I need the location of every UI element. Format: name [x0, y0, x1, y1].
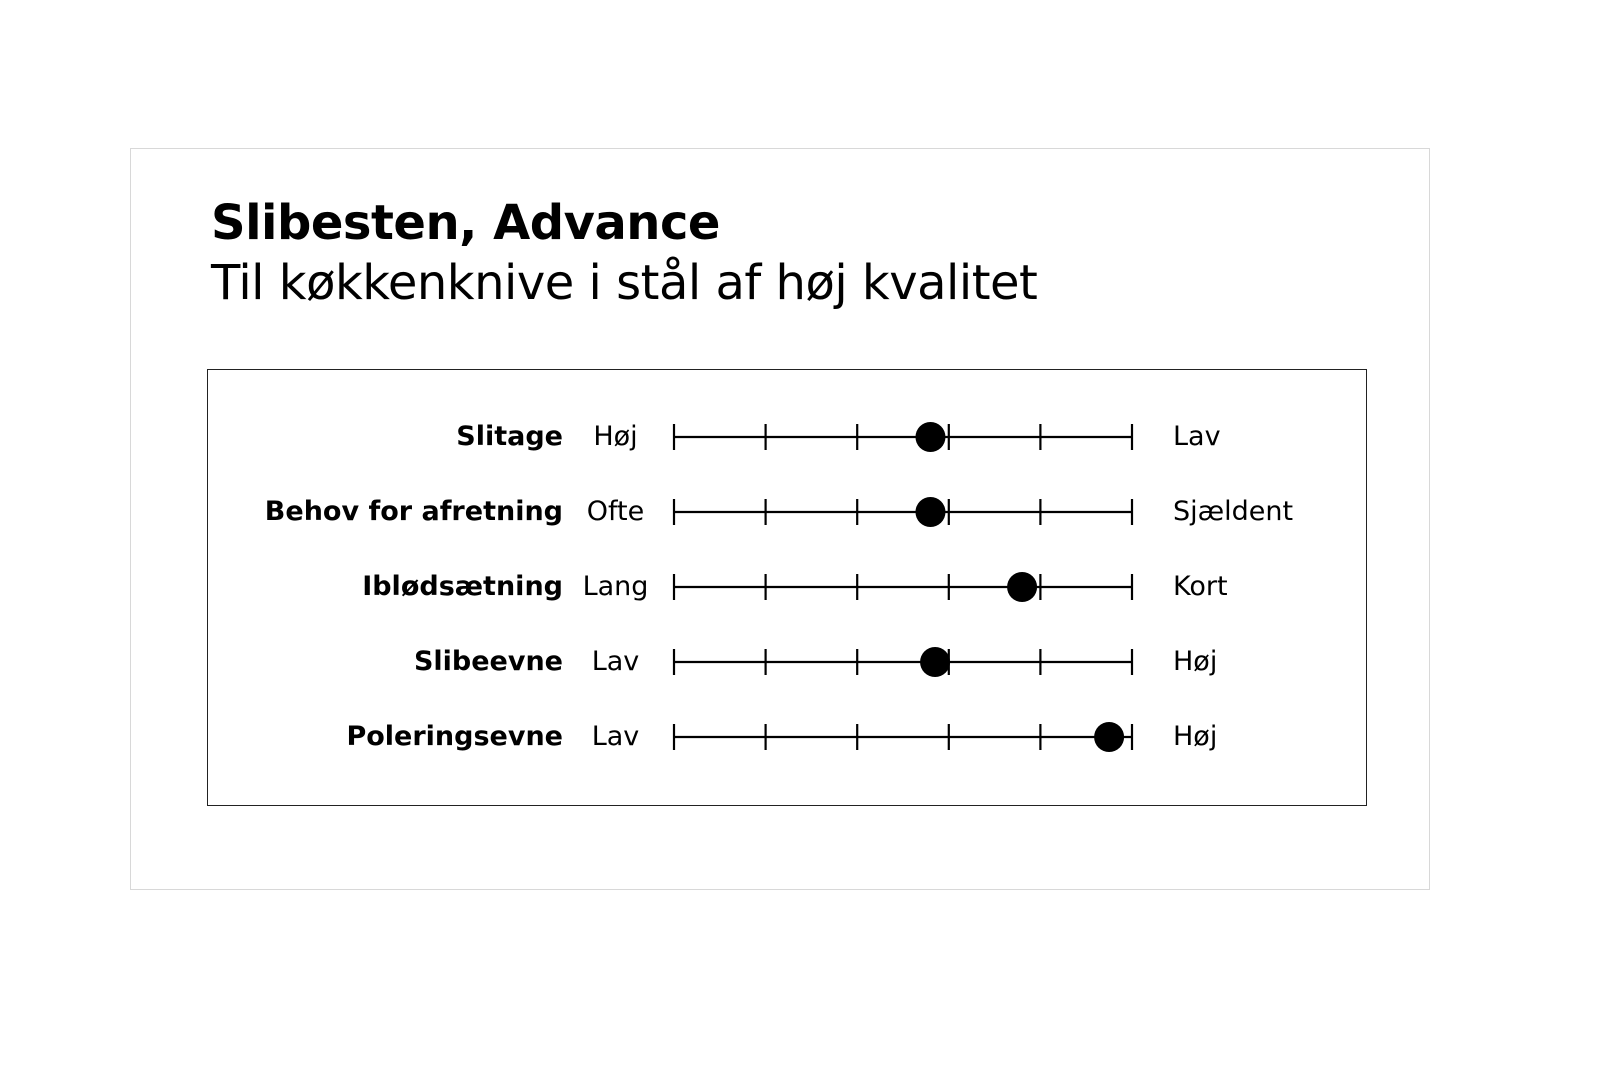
- rating-scale: [668, 488, 1138, 536]
- rating-row: [208, 549, 1366, 624]
- rating-left-label: Lav: [591, 721, 640, 752]
- rating-scale-svg: [668, 413, 1138, 461]
- rating-marker: [1007, 572, 1037, 602]
- rating-marker: [920, 647, 950, 677]
- rating-scale-svg: [668, 638, 1138, 686]
- rating-row: [208, 399, 1366, 474]
- rating-row: [208, 699, 1366, 774]
- rating-scale-svg: [668, 713, 1138, 761]
- page-subtitle: Til køkkenknive i stål af høj kvalitet: [211, 254, 1038, 311]
- rating-marker: [915, 497, 945, 527]
- rating-scale-svg: [668, 563, 1138, 611]
- rating-scale: [668, 638, 1138, 686]
- page-title: Slibesten, Advance: [211, 195, 720, 251]
- rating-left-label: Lang: [582, 571, 649, 602]
- rating-right-label: Høj: [1173, 646, 1218, 677]
- rating-right-label: Lav: [1173, 421, 1221, 452]
- rating-row-label: Slibeevne: [413, 646, 563, 677]
- ratings-rows: [208, 370, 1366, 805]
- rating-row: [208, 474, 1366, 549]
- rating-left-label: Lav: [591, 646, 640, 677]
- rating-right-label: Kort: [1173, 571, 1228, 602]
- rating-row-label: Behov for afretning: [264, 496, 563, 527]
- rating-row-label: Slitage: [456, 421, 563, 452]
- rating-row: [208, 624, 1366, 699]
- rating-right-label: Sjældent: [1173, 496, 1294, 527]
- rating-left-label: Høj: [593, 421, 638, 452]
- rating-scale-svg: [668, 488, 1138, 536]
- card-titles: [211, 197, 1331, 311]
- rating-scale: [668, 563, 1138, 611]
- rating-row-label: Poleringsevne: [346, 721, 563, 752]
- rating-scale: [668, 413, 1138, 461]
- rating-right-label: Høj: [1173, 721, 1218, 752]
- rating-row-label: Iblødsætning: [362, 571, 563, 602]
- rating-marker: [915, 422, 945, 452]
- product-card: [130, 148, 1430, 890]
- rating-scale: [668, 713, 1138, 761]
- ratings-chart: [207, 369, 1367, 806]
- rating-left-label: Ofte: [586, 496, 645, 527]
- rating-marker: [1094, 722, 1124, 752]
